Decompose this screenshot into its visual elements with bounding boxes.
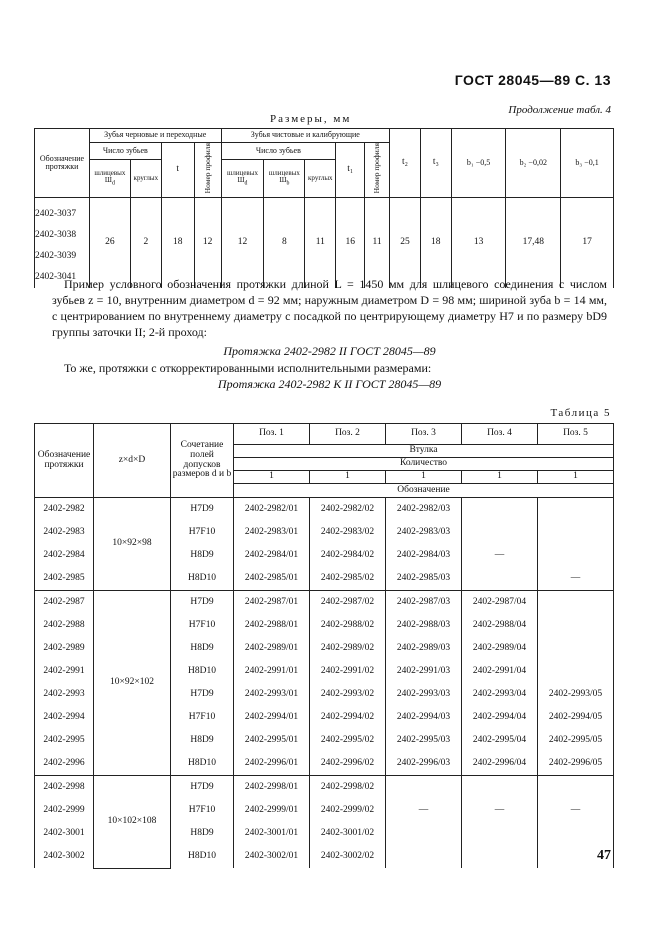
col-designation: Обозначение протяжки bbox=[35, 129, 90, 198]
row-pos-4 bbox=[462, 845, 538, 868]
row-pos-3: 2402-2984/03 bbox=[386, 544, 462, 567]
value: 11 bbox=[305, 198, 336, 289]
table-continuation-label: Продолжение табл. 4 bbox=[508, 104, 611, 116]
sizes-label: Размеры, мм bbox=[270, 113, 352, 125]
row-designation: 2402-3001 bbox=[35, 822, 94, 845]
row-fit: H8D9 bbox=[171, 822, 234, 845]
row-designation: 2402-2991 bbox=[35, 660, 94, 683]
num-teeth-2: Число зубьев bbox=[221, 143, 336, 160]
row-pos-3: 2402-2983/03 bbox=[386, 521, 462, 544]
row-size: 10×92×102 bbox=[94, 591, 171, 776]
table-row bbox=[35, 591, 614, 615]
row-pos-1: 2402-2987/01 bbox=[234, 591, 310, 615]
row-fit: H7F10 bbox=[171, 614, 234, 637]
row-designation: 2402-2983 bbox=[35, 521, 94, 544]
col-b3: b₃ −0,1 bbox=[561, 129, 614, 198]
row-pos-1: 2402-2983/01 bbox=[234, 521, 310, 544]
row-fit: H7F10 bbox=[171, 521, 234, 544]
row-pos-4: 2402-2993/04 bbox=[462, 683, 538, 706]
row-pos-2: 2402-2993/02 bbox=[310, 683, 386, 706]
row-pos-5 bbox=[538, 521, 614, 544]
row-designation: 2402-2985 bbox=[35, 567, 94, 591]
round-1: круглых bbox=[130, 159, 161, 198]
col-b2: b₂ −0,02 bbox=[506, 129, 561, 198]
row-pos-1: 2402-2994/01 bbox=[234, 706, 310, 729]
row-pos-3: 2402-2991/03 bbox=[386, 660, 462, 683]
row-pos-2: 2402-2982/02 bbox=[310, 498, 386, 522]
t5-bushing: Втулка bbox=[234, 445, 614, 458]
value: 26 bbox=[89, 198, 130, 289]
value: 12 bbox=[221, 198, 264, 289]
row-designation: 2402-2989 bbox=[35, 637, 94, 660]
row-pos-3: 2402-2989/03 bbox=[386, 637, 462, 660]
row-pos-1: 2402-3002/01 bbox=[234, 845, 310, 868]
row-pos-2: 2402-2999/02 bbox=[310, 799, 386, 822]
spline-1-sub: d bbox=[111, 180, 115, 187]
value: 25 bbox=[390, 198, 421, 289]
row-pos-5: — bbox=[538, 567, 614, 591]
row-fit: H8D9 bbox=[171, 544, 234, 567]
t5-body bbox=[35, 498, 614, 869]
row-pos-3 bbox=[386, 845, 462, 868]
row-pos-5: — bbox=[538, 799, 614, 822]
t5-col-size: z×d×D bbox=[94, 424, 171, 498]
t5-designation-header: Обозначение bbox=[234, 484, 614, 498]
row-designation: 2402-2993 bbox=[35, 683, 94, 706]
row-pos-5 bbox=[538, 544, 614, 567]
row-pos-1: 2402-2989/01 bbox=[234, 637, 310, 660]
row-pos-1: 2402-3001/01 bbox=[234, 822, 310, 845]
row-pos-1: 2402-2988/01 bbox=[234, 614, 310, 637]
row-designation: 2402-2982 bbox=[35, 498, 94, 522]
row-pos-4: 2402-2988/04 bbox=[462, 614, 538, 637]
row-pos-3: 2402-2987/03 bbox=[386, 591, 462, 615]
row-pos-4 bbox=[462, 822, 538, 845]
col-profile-no: Номер профиля bbox=[202, 143, 212, 194]
row-pos-3 bbox=[386, 822, 462, 845]
row-pos-5 bbox=[538, 776, 614, 800]
row-pos-1: 2402-2999/01 bbox=[234, 799, 310, 822]
example-paragraph bbox=[52, 276, 607, 392]
row-fit: H8D10 bbox=[171, 660, 234, 683]
example-designation-2: Протяжка 2402-2982 К II ГОСТ 28045—89 bbox=[217, 377, 442, 391]
row-pos-2: 2402-2983/02 bbox=[310, 521, 386, 544]
row-pos-3: 2402-2994/03 bbox=[386, 706, 462, 729]
group-rough: Зубья черновые и переходные bbox=[89, 129, 221, 143]
row-pos-1: 2402-2991/01 bbox=[234, 660, 310, 683]
row-pos-1: 2402-2995/01 bbox=[234, 729, 310, 752]
page-header: ГОСТ 28045—89 С. 13 bbox=[454, 72, 611, 88]
row-pos-1: 2402-2993/01 bbox=[234, 683, 310, 706]
row-fit: H8D10 bbox=[171, 752, 234, 776]
row-pos-2: 2402-2994/02 bbox=[310, 706, 386, 729]
row-pos-3 bbox=[386, 776, 462, 800]
row-pos-4: 2402-2994/04 bbox=[462, 706, 538, 729]
row-pos-2: 2402-3002/02 bbox=[310, 845, 386, 868]
row-designation: 2402-2988 bbox=[35, 614, 94, 637]
value: 18 bbox=[161, 198, 194, 289]
designation: 2402-3038 bbox=[35, 230, 77, 241]
table-row bbox=[35, 776, 614, 800]
row-pos-3: 2402-2985/03 bbox=[386, 567, 462, 591]
value: 11 bbox=[365, 198, 390, 289]
row-pos-1: 2402-2982/01 bbox=[234, 498, 310, 522]
col-t3: t₃ bbox=[420, 129, 451, 198]
row-pos-1: 2402-2985/01 bbox=[234, 567, 310, 591]
row-designation: 2402-2999 bbox=[35, 799, 94, 822]
row-fit: H8D9 bbox=[171, 637, 234, 660]
designation: 2402-3039 bbox=[35, 251, 77, 262]
row-pos-5: 2402-2993/05 bbox=[538, 683, 614, 706]
row-size: 10×92×98 bbox=[94, 498, 171, 591]
row-pos-3: 2402-2988/03 bbox=[386, 614, 462, 637]
row-pos-5: 2402-2995/05 bbox=[538, 729, 614, 752]
row-designation: 2402-3002 bbox=[35, 845, 94, 868]
table-5 bbox=[34, 423, 614, 869]
row-pos-5 bbox=[538, 637, 614, 660]
table-5-caption: Таблица 5 bbox=[550, 407, 611, 419]
row-pos-2: 2402-2985/02 bbox=[310, 567, 386, 591]
row-pos-2: 2402-2995/02 bbox=[310, 729, 386, 752]
spline-2-sub: d bbox=[244, 180, 248, 187]
row-pos-3: 2402-2996/03 bbox=[386, 752, 462, 776]
group-finish: Зубья чистовые и калибрующие bbox=[221, 129, 390, 143]
value: 12 bbox=[194, 198, 221, 289]
row-fit: H8D10 bbox=[171, 845, 234, 868]
t5-qty: 1 bbox=[386, 471, 462, 484]
row-fit: H7D9 bbox=[171, 776, 234, 800]
row-pos-4 bbox=[462, 567, 538, 591]
row-pos-1: 2402-2998/01 bbox=[234, 776, 310, 800]
row-pos-5 bbox=[538, 591, 614, 615]
table-4 bbox=[34, 128, 614, 288]
row-pos-5 bbox=[538, 614, 614, 637]
row-fit: H8D9 bbox=[171, 729, 234, 752]
t5-col-designation: Обозначение протяжки bbox=[35, 424, 94, 498]
t5-pos-4: Поз. 4 bbox=[462, 424, 538, 445]
col-profile-no-2: Номер профиля bbox=[372, 143, 382, 194]
value: 18 bbox=[420, 198, 451, 289]
value: 17 bbox=[561, 198, 614, 289]
row-pos-4: 2402-2987/04 bbox=[462, 591, 538, 615]
row-pos-3: — bbox=[386, 799, 462, 822]
row-pos-2: 2402-2998/02 bbox=[310, 776, 386, 800]
value: 13 bbox=[451, 198, 506, 289]
row-pos-3: 2402-2995/03 bbox=[386, 729, 462, 752]
page-number: 47 bbox=[597, 848, 611, 863]
row-pos-5 bbox=[538, 498, 614, 522]
col-t: t bbox=[161, 143, 194, 198]
t5-qty: 1 bbox=[538, 471, 614, 484]
row-pos-4 bbox=[462, 498, 538, 522]
row-pos-4: 2402-2991/04 bbox=[462, 660, 538, 683]
col-t2: t₂ bbox=[390, 129, 421, 198]
row-pos-4: — bbox=[462, 544, 538, 567]
row-fit: H8D10 bbox=[171, 567, 234, 591]
row-pos-2: 2402-3001/02 bbox=[310, 822, 386, 845]
value: 17,48 bbox=[506, 198, 561, 289]
row-designation: 2402-2984 bbox=[35, 544, 94, 567]
example-designation-1: Протяжка 2402-2982 II ГОСТ 28045—89 bbox=[223, 344, 436, 358]
row-designation: 2402-2995 bbox=[35, 729, 94, 752]
row-fit: H7D9 bbox=[171, 591, 234, 615]
row-pos-2: 2402-2996/02 bbox=[310, 752, 386, 776]
row-pos-1: 2402-2984/01 bbox=[234, 544, 310, 567]
row-fit: H7D9 bbox=[171, 498, 234, 522]
t5-pos-3: Поз. 3 bbox=[386, 424, 462, 445]
row-pos-4: 2402-2989/04 bbox=[462, 637, 538, 660]
t5-pos-1: Поз. 1 bbox=[234, 424, 310, 445]
row-pos-2: 2402-2989/02 bbox=[310, 637, 386, 660]
row-pos-5: 2402-2996/05 bbox=[538, 752, 614, 776]
t5-qty: 1 bbox=[234, 471, 310, 484]
row-designation: 2402-2996 bbox=[35, 752, 94, 776]
row-pos-5 bbox=[538, 822, 614, 845]
designation: 2402-3037 bbox=[35, 209, 77, 220]
row-pos-1: 2402-2996/01 bbox=[234, 752, 310, 776]
row-fit: H7F10 bbox=[171, 799, 234, 822]
row-pos-5 bbox=[538, 660, 614, 683]
row-pos-4 bbox=[462, 776, 538, 800]
t5-qty: 1 bbox=[462, 471, 538, 484]
row-pos-2: 2402-2988/02 bbox=[310, 614, 386, 637]
spline-2: шлицевых Ш bbox=[226, 169, 258, 185]
t5-col-fit: Сочетание полей допусков размеров d и b bbox=[171, 424, 234, 498]
round-2: круглых bbox=[305, 159, 336, 198]
row-size: 10×102×108 bbox=[94, 776, 171, 869]
spline-3-sub: b bbox=[286, 180, 290, 187]
row-fit: H7F10 bbox=[171, 706, 234, 729]
row-designation: 2402-2994 bbox=[35, 706, 94, 729]
table-row bbox=[35, 498, 614, 522]
spline-3: шлицевых Ш bbox=[268, 169, 300, 185]
row-designation: 2402-2998 bbox=[35, 776, 94, 800]
col-t1: t₁ bbox=[336, 143, 365, 198]
row-designation: 2402-2987 bbox=[35, 591, 94, 615]
row-fit: H7D9 bbox=[171, 683, 234, 706]
row-pos-2: 2402-2991/02 bbox=[310, 660, 386, 683]
row-pos-4: 2402-2996/04 bbox=[462, 752, 538, 776]
designation: 2402-3041 bbox=[35, 272, 77, 283]
t5-quantity: Количество bbox=[234, 458, 614, 471]
value: 2 bbox=[130, 198, 161, 289]
row-pos-3: 2402-2993/03 bbox=[386, 683, 462, 706]
row-pos-4: 2402-2995/04 bbox=[462, 729, 538, 752]
value: 16 bbox=[336, 198, 365, 289]
designation-list bbox=[35, 198, 89, 288]
t5-pos-5: Поз. 5 bbox=[538, 424, 614, 445]
row-pos-4 bbox=[462, 521, 538, 544]
t5-qty: 1 bbox=[310, 471, 386, 484]
row-pos-2: 2402-2987/02 bbox=[310, 591, 386, 615]
row-pos-5: 2402-2994/05 bbox=[538, 706, 614, 729]
example-text: Пример условного обозначения протяжки длиной L = 1450 мм для шлицевого соединения с числом зубьев z = 10, внутренним диаметром d = 92 мм; наружным диаметром D = 98 мм; шириной зуба b = 14 мм, с центрированием по внутреннему диаметру с посадкой по центрирующему диаметру H7 и по размеру bD9 группы заточки II; 2-й проход: bbox=[52, 277, 607, 339]
example-same: То же, протяжки с откорректированными исполнительными размерами: bbox=[64, 361, 432, 375]
t5-pos-2: Поз. 2 bbox=[310, 424, 386, 445]
spline-1: шлицевых Ш bbox=[94, 169, 126, 185]
value: 8 bbox=[264, 198, 305, 289]
row-pos-3: 2402-2982/03 bbox=[386, 498, 462, 522]
num-teeth-1: Число зубьев bbox=[89, 143, 161, 160]
row-pos-2: 2402-2984/02 bbox=[310, 544, 386, 567]
row-pos-4: — bbox=[462, 799, 538, 822]
col-b1: b₁ −0,5 bbox=[451, 129, 506, 198]
